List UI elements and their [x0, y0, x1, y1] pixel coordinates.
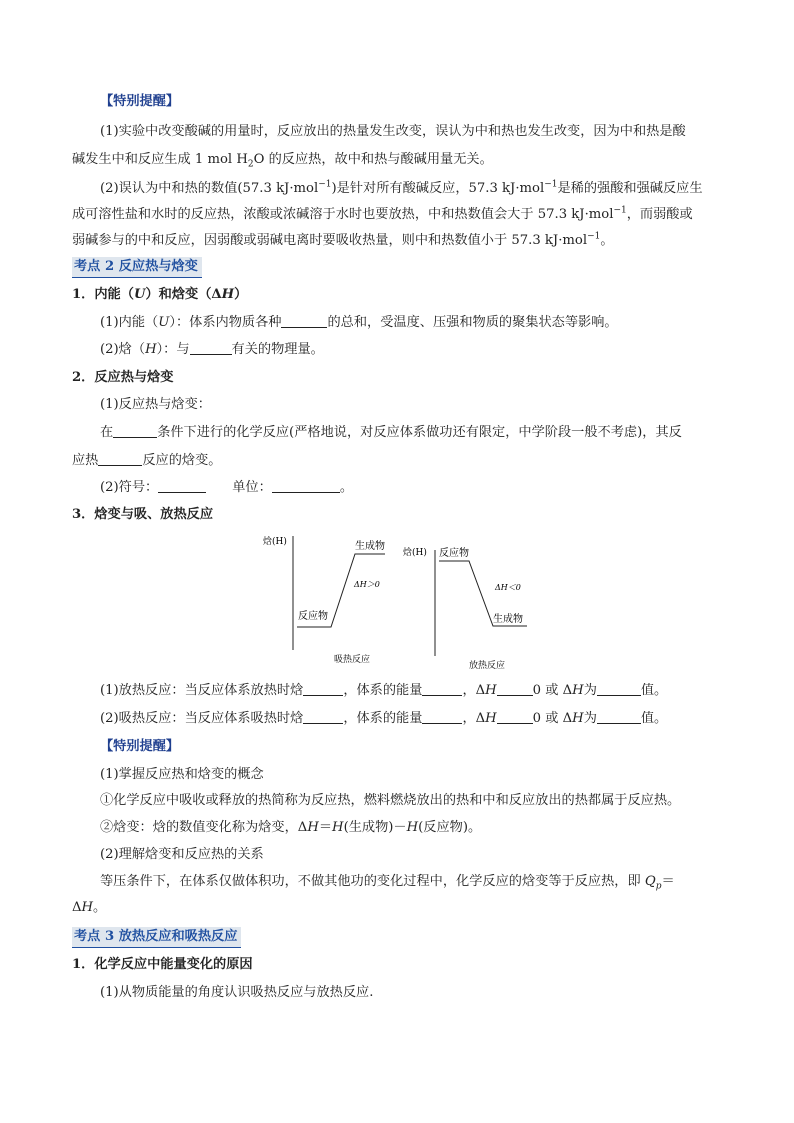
fill-blank[interactable] [272, 491, 340, 493]
enthalpy-line: (2)焓（H）：与 有关的物理量。 [100, 342, 324, 357]
fill-blank[interactable] [597, 722, 641, 724]
fill-blank[interactable] [98, 464, 142, 466]
tip-title: 【特别提醒】 [100, 739, 180, 754]
enthalpy-diagram [255, 528, 545, 674]
axis-label: 焓(H) [403, 548, 427, 558]
fill-blank[interactable] [303, 694, 343, 696]
tip2-line2: ①化学反应中吸收或释放的热简称为反应热，燃料燃烧放出的热和中和反应放出的热都属于反应热。 [100, 793, 681, 808]
tip1-p1-line1: (1)实验中改变酸碱的用量时，反应放出的热量发生改变，误认为中和热也发生改变，因为中和热是酸 [100, 124, 686, 139]
exothermic-diagram [435, 550, 527, 656]
fill-blank[interactable] [597, 694, 641, 696]
tip1-p2-line2: 成可溶性盐和水时的反应热，浓酸或浓碱溶于水时也要放热，中和热数值会大于 57.3 kJ·mol$^{-1}$，而弱酸或 [72, 205, 693, 222]
caption-endothermic: 吸热反应 [334, 655, 371, 665]
reactant-label: 反应物 [298, 611, 328, 622]
product-label: 生成物 [355, 541, 385, 552]
tip1-p1-line2: 碱发生中和反应生成 1 mol $H_2O$ 的反应热，故中和热与酸碱用量无关。 [72, 152, 493, 170]
tip1-p2-line1: (2)误认为中和热的数值(57.3 kJ·mol$^{-1}$)是针对所有酸碱反应，57.3 kJ·mol$^{-1}$是稀的强酸和强碱反应生 [100, 179, 703, 196]
caption-exothermic: 放热反应 [469, 661, 506, 671]
reaction-heat-line1: 在 条件下进行的化学反应(严格地说，对反应体系做功还有限定，中学阶段一般不考虑)，其反 [100, 425, 682, 440]
heading-enthalpy-reactions: 3．焓变与吸、放热反应 [72, 507, 214, 522]
fill-blank[interactable] [422, 722, 462, 724]
tip2-line6: ΔH。 [72, 900, 107, 915]
heading-internal-energy: 1．内能（U）和焓变（ΔH） [72, 287, 248, 302]
fill-blank[interactable] [303, 722, 343, 724]
fill-blank[interactable] [281, 326, 327, 328]
tip2-line1: (1)掌握反应热和焓变的概念 [100, 767, 264, 782]
section-heading-3: 考点 3 放热反应和吸热反应 [72, 927, 241, 948]
fill-blank[interactable] [113, 436, 157, 438]
reaction-heat-line2: 应热 反应的焓变。 [72, 453, 222, 468]
delta-label: ΔH＞0 [354, 580, 380, 589]
product-label: 生成物 [493, 614, 523, 625]
fill-blank[interactable] [497, 694, 533, 696]
tip2-line4: (2)理解焓变和反应热的关系 [100, 847, 264, 862]
tip2-line3: ②焓变：焓的数值变化称为焓变，ΔH＝H(生成物)－H(反应物)。 [100, 820, 482, 835]
energy-view-line: (1)从物质能量的角度认识吸热反应与放热反应. [100, 985, 374, 1000]
reaction-heat-subheading: (1)反应热与焓变： [100, 397, 211, 412]
section-heading-2: 考点 2 反应热与焓变 [72, 257, 202, 278]
tip1-p2-line3: 弱碱参与的中和反应，因弱酸或弱碱电离时要吸收热量，则中和热数值小于 57.3 kJ·mol$^{-1}$。 [72, 231, 614, 248]
symbol-unit-line: (2)符号： 单位： 。 [100, 480, 353, 495]
endothermic-line: (2)吸热反应：当反应体系吸热时焓 ，体系的能量 ，ΔH 0 或 ΔH为 值。 [100, 711, 668, 726]
fill-blank[interactable] [158, 491, 206, 493]
tip2-line5: 等压条件下，在体系仅做体积功，不做其他功的变化过程中，化学反应的焓变等于反应热，即 $Q_p=$ [100, 874, 675, 892]
tip-title: 【特别提醒】 [100, 94, 180, 109]
delta-label: ΔH＜0 [495, 583, 521, 592]
fill-blank[interactable] [497, 722, 533, 724]
heading-reaction-heat: 2．反应热与焓变 [72, 370, 174, 385]
heading-energy-change-cause: 1．化学反应中能量变化的原因 [72, 957, 253, 972]
endothermic-diagram [293, 536, 385, 650]
reactant-label: 反应物 [439, 548, 469, 559]
internal-energy-line: (1)内能（U）：体系内物质各种 的总和，受温度、压强和物质的聚集状态等影响。 [100, 315, 618, 330]
fill-blank[interactable] [190, 353, 232, 355]
exothermic-line: (1)放热反应：当反应体系放热时焓 ，体系的能量 ，ΔH 0 或 ΔH为 值。 [100, 683, 668, 698]
axis-label: 焓(H) [263, 537, 287, 547]
fill-blank[interactable] [422, 694, 462, 696]
